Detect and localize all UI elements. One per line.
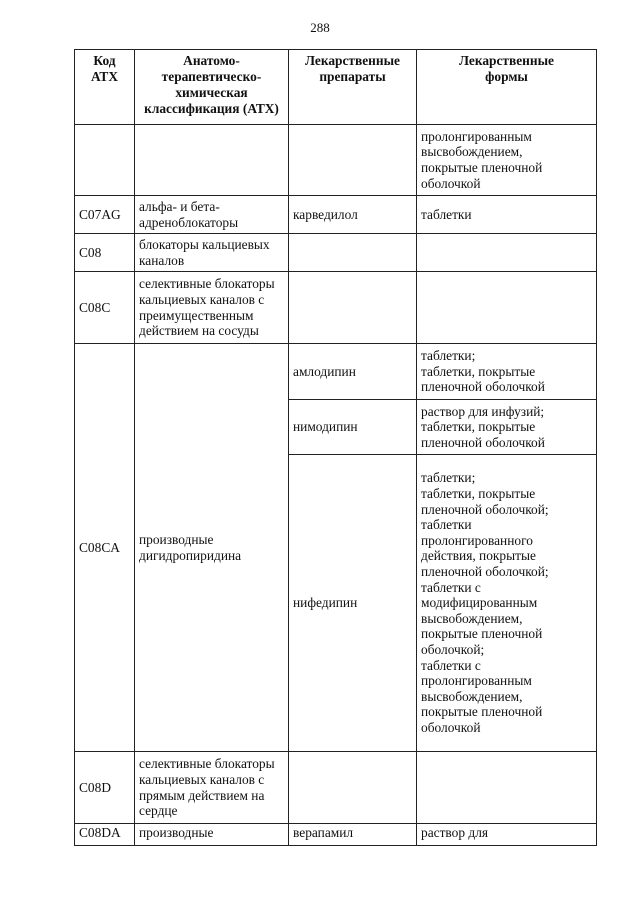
cell-form: раствор для инфузий; таблетки, покрытые пленочной оболочкой	[417, 400, 597, 455]
cell-drug: карведилол	[289, 196, 417, 234]
table-row	[75, 344, 597, 400]
table-row	[75, 234, 597, 272]
cell-classification: производные	[135, 824, 289, 846]
cell-form: таблетки; таблетки, покрытые пленочной оболочкой	[417, 344, 597, 400]
cell-form	[417, 234, 597, 272]
cell-form: таблетки	[417, 196, 597, 234]
page-number: 288	[310, 20, 330, 35]
cell-classification	[135, 125, 289, 196]
table-header-row	[75, 50, 597, 125]
table-row	[75, 824, 597, 846]
cell-code: C08	[75, 234, 135, 272]
header-code: Код АТХ	[75, 50, 135, 125]
cell-form: таблетки; таблетки, покрытые пленочной оболочкой; таблетки пролонгированного действия, покрытые пленочной оболочкой; таблетки с модифицированным высвобождением, покрытые пленочной оболочкой; таблетки с пролонгированным высвобождением, покрытые пленочной оболочкой	[417, 455, 597, 752]
header-forms: Лекарственные формы	[417, 50, 597, 125]
table-row	[75, 752, 597, 824]
cell-form	[417, 272, 597, 344]
atx-drug-table	[74, 49, 597, 846]
table-row	[75, 272, 597, 344]
cell-drug	[289, 234, 417, 272]
cell-classification: блокаторы кальциевых каналов	[135, 234, 289, 272]
cell-drug: нифедипин	[289, 455, 417, 752]
header-drugs: Лекарственные препараты	[289, 50, 417, 125]
cell-form: пролонгированным высвобождением, покрытые пленочной оболочкой	[417, 125, 597, 196]
cell-drug: амлодипин	[289, 344, 417, 400]
cell-code: C08DA	[75, 824, 135, 846]
cell-code: C08C	[75, 272, 135, 344]
cell-form: раствор для	[417, 824, 597, 846]
cell-drug: верапамил	[289, 824, 417, 846]
cell-classification: альфа- и бета- адреноблокаторы	[135, 196, 289, 234]
cell-classification: производные дигидропиридина	[135, 344, 289, 752]
cell-code: C08D	[75, 752, 135, 824]
cell-drug	[289, 125, 417, 196]
cell-drug	[289, 752, 417, 824]
table-row	[75, 196, 597, 234]
table-row	[75, 125, 597, 196]
cell-classification: селективные блокаторы кальциевых каналов с преимущественным действием на сосуды	[135, 272, 289, 344]
header-classification: Анатомо- терапевтическо- химическая классификация (АТХ)	[135, 50, 289, 125]
cell-code: C08CA	[75, 344, 135, 752]
cell-code	[75, 125, 135, 196]
cell-drug: нимодипин	[289, 400, 417, 455]
cell-code: C07AG	[75, 196, 135, 234]
cell-classification: селективные блокаторы кальциевых каналов с прямым действием на сердце	[135, 752, 289, 824]
cell-form	[417, 752, 597, 824]
cell-drug	[289, 272, 417, 344]
